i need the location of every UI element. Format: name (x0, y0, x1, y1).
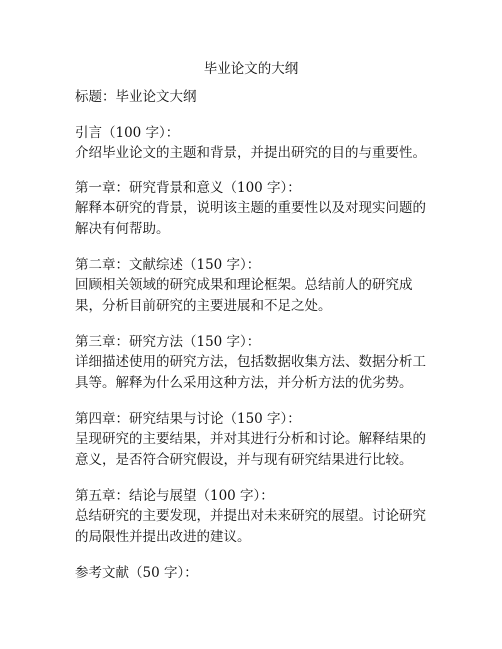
section-body-chapter-1: 解释本研究的背景，说明该主题的重要性以及对现实问题的解决有何帮助。 (75, 200, 426, 237)
document-subtitle: 标题：毕业论文大纲 (75, 89, 197, 105)
section-heading-chapter-4: 第四章：研究结果与讨论（150 字）： (75, 411, 301, 427)
section-heading-chapter-3: 第三章：研究方法（150 字）： (75, 334, 261, 350)
section-body-chapter-4: 呈现研究的主要结果，并对其进行分析和讨论。解释结果的意义，是否符合研究假设，并与现有研究结果进行比较。 (75, 431, 426, 468)
section-body-chapter-3: 详细描述使用的研究方法，包括数据收集方法、数据分析工具等。解释为什么采用这种方法，并分析方法的优劣势。 (75, 354, 426, 391)
section-heading-references: 参考文献（50 字）： (75, 565, 198, 581)
section-heading-intro: 引言（100 字）： (75, 125, 180, 141)
section-body-chapter-5: 总结研究的主要发现，并提出对未来研究的展望。讨论研究的局限性并提出改进的建议。 (75, 508, 426, 545)
section-heading-chapter-5: 第五章：结论与展望（100 字）： (75, 488, 274, 504)
section-body-chapter-2: 回顾相关领域的研究成果和理论框架。总结前人的研究成果，分析目前研究的主要进展和不足之处。 (75, 277, 413, 314)
section-heading-chapter-1: 第一章：研究背景和意义（100 字）： (75, 180, 301, 196)
section-heading-chapter-2: 第二章：文献综述（150 字）： (75, 257, 261, 273)
document-title: 毕业论文的大纲 (203, 61, 299, 77)
section-body-intro: 介绍毕业论文的主题和背景，并提出研究的目的与重要性。 (75, 145, 426, 161)
